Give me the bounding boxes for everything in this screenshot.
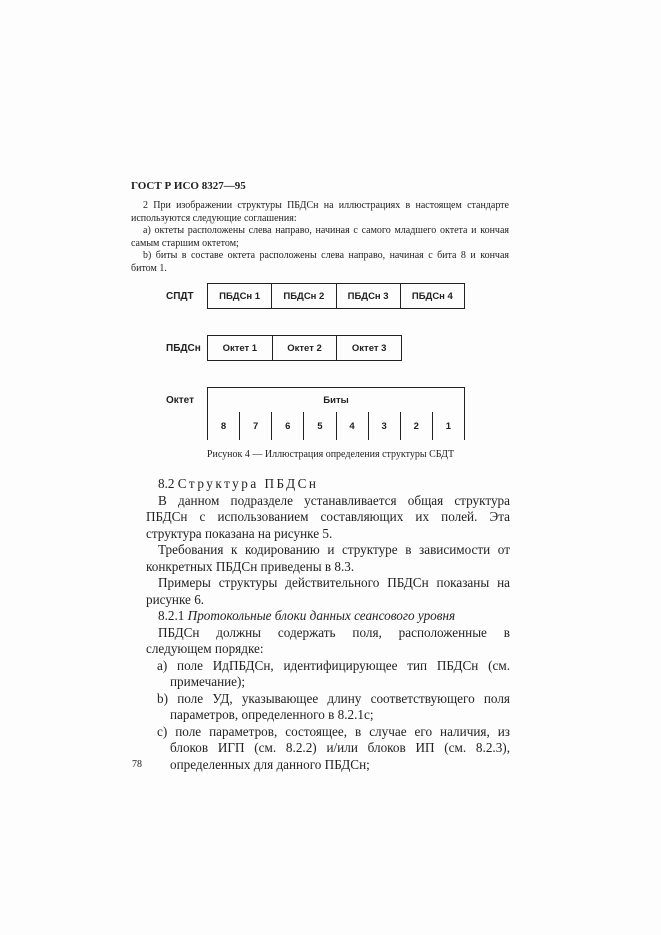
paragraph: ПБДСн должны содержать поля, расположенные в следующем порядке: <box>146 624 510 656</box>
octet-cell: Октет 2 <box>273 336 338 360</box>
bit-cell: 6 <box>272 412 304 440</box>
bit-cell: 7 <box>240 412 272 440</box>
bit-cell: 5 <box>304 412 336 440</box>
spdt-cell: ПБДСн 3 <box>337 284 401 308</box>
section-8-2 <box>146 476 510 773</box>
list-item: c) поле параметров, состоящее, в случае его наличия, из блоков ИГП (см. 8.2.2) и/или блоков ИП (см. 8.2.3), определенных для данного ПБДСн; <box>157 723 510 772</box>
bit-cell: 8 <box>208 412 240 440</box>
bit-cell: 3 <box>369 412 401 440</box>
row-label-spdt: СПДТ <box>166 291 194 302</box>
spdt-cell: ПБДСн 4 <box>411 290 453 302</box>
document-header: ГОСТ Р ИСО 8327—95 <box>131 180 246 192</box>
bit-cell: 1 <box>445 420 452 432</box>
pbdsn-row <box>207 335 402 361</box>
bit-cell: 2 <box>401 412 433 440</box>
page-number: 78 <box>132 759 142 770</box>
row-label-pbdsn: ПБДСн <box>166 343 201 354</box>
note-paragraph: 2 При изображении структуры ПБДСн на иллюстрациях в настоящем стандарте используются следующие соглашения: <box>131 200 509 224</box>
note-block <box>131 200 509 275</box>
octet-cell: Октет 3 <box>351 342 387 354</box>
list-item: b) поле УД, указывающее длину соответствующего поля параметров, определенного в 8.2.1c; <box>157 690 510 722</box>
octet-cell: Октет 1 <box>208 336 273 360</box>
spdt-cell: ПБДСн 1 <box>208 284 272 308</box>
figure-caption: Рисунок 4 — Иллюстрация определения структуры СБДТ <box>206 449 455 460</box>
paragraph: Примеры структуры действительного ПБДСн показаны на рисунке 6. <box>146 575 510 607</box>
row-label-octet: Октет <box>166 395 195 406</box>
paragraph: Требования к кодированию и структуре в зависимости от конкретных ПБДСн приведены в 8.3. <box>146 542 510 574</box>
spdt-row <box>207 283 465 309</box>
subsection-heading: 8.2.1 Протокольные блоки данных сеансового уровня <box>158 608 456 623</box>
bit-cell: 4 <box>337 412 369 440</box>
spdt-cell: ПБДСн 2 <box>272 284 336 308</box>
list-item: a) поле ИдПБДСн, идентифицирующее тип ПБДСн (см. примечание); <box>157 657 510 689</box>
section-heading: 8.2 Структура ПБДСн <box>158 476 319 491</box>
octet-box <box>207 387 465 440</box>
note-item-a: a) октеты расположены слева направо, начиная с самого младшего октета и кончая самым старшим октетом; <box>131 225 509 249</box>
bits-title: Биты <box>323 394 349 406</box>
paragraph: В данном подразделе устанавливается общая структура ПБДСн с использованием составляющих их полей. Эта структура показана на рисунке 5. <box>146 492 510 541</box>
note-item-b: b) биты в составе октета расположены слева направо, начиная с бита 8 и кончая битом 1. <box>131 250 509 274</box>
